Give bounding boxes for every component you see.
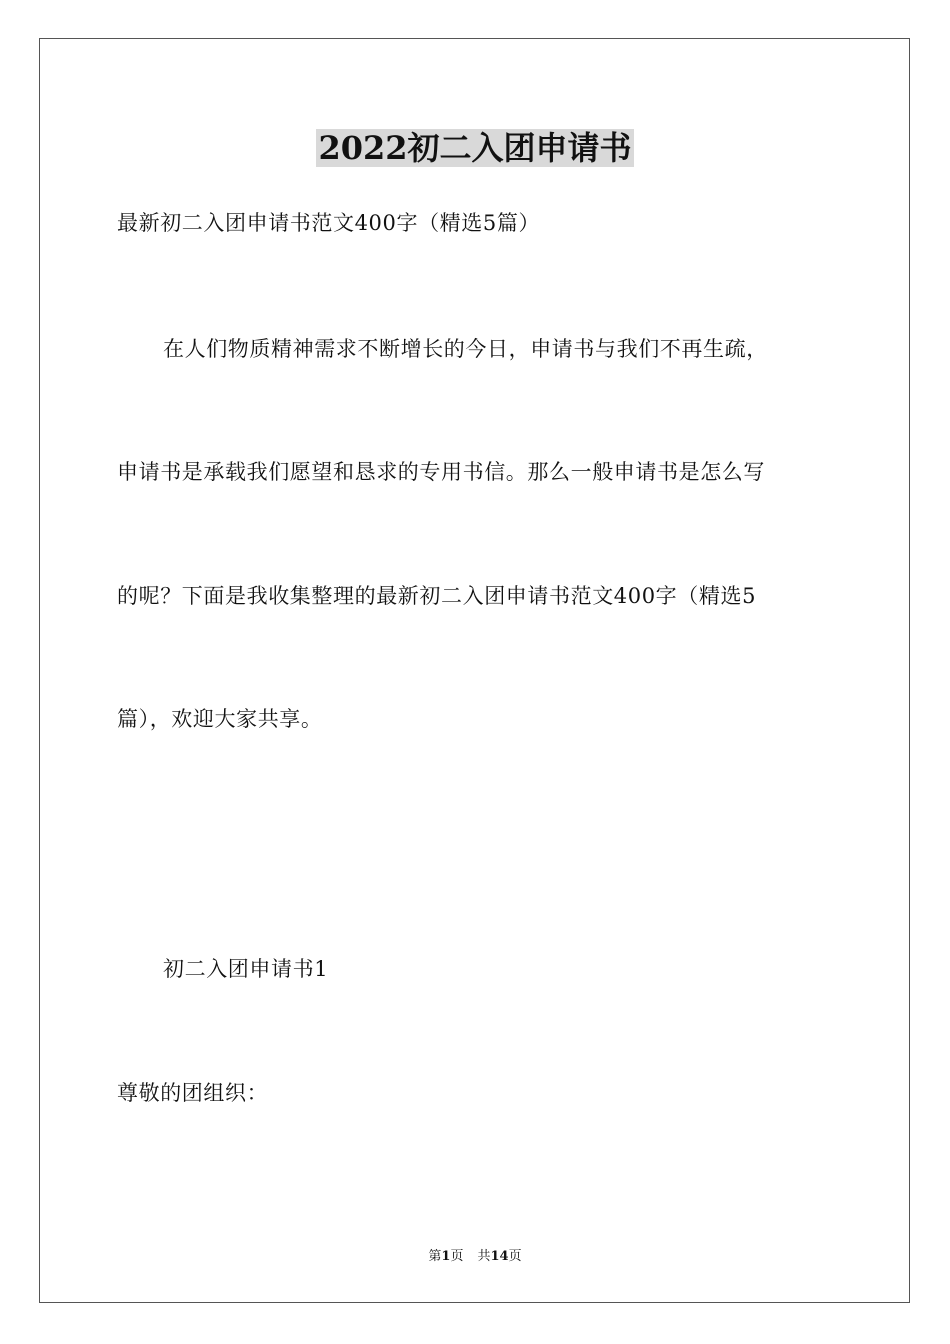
- page-footer: [0, 1248, 950, 1266]
- document-title-text: 2022初二入团申请书: [318, 129, 632, 167]
- footer-total-prefix: 共: [477, 1249, 491, 1264]
- footer-page-suffix: 页: [450, 1249, 464, 1264]
- intro-line-1: 在人们物质精神需求不断增长的今日，申请书与我们不再生疏，: [163, 337, 768, 361]
- section-heading: 初二入团申请书1: [163, 957, 329, 981]
- document-subtitle: 最新初二入团申请书范文400字（精选5篇）: [117, 211, 541, 235]
- footer-page-number: 1: [441, 1249, 451, 1264]
- intro-line-3: 的呢？下面是我收集整理的最新初二入团申请书范文400字（精选5: [117, 584, 757, 608]
- footer-total-suffix: 页: [508, 1249, 522, 1264]
- salutation: 尊敬的团组织：: [117, 1081, 269, 1105]
- intro-line-4: 篇），欢迎大家共享。: [117, 707, 323, 731]
- footer-total-pages: 14: [490, 1249, 509, 1264]
- intro-line-2: 申请书是承载我们愿望和恳求的专用书信。那么一般申请书是怎么写: [117, 460, 765, 484]
- document-title: [0, 126, 950, 170]
- footer-page-prefix: 第: [428, 1249, 442, 1264]
